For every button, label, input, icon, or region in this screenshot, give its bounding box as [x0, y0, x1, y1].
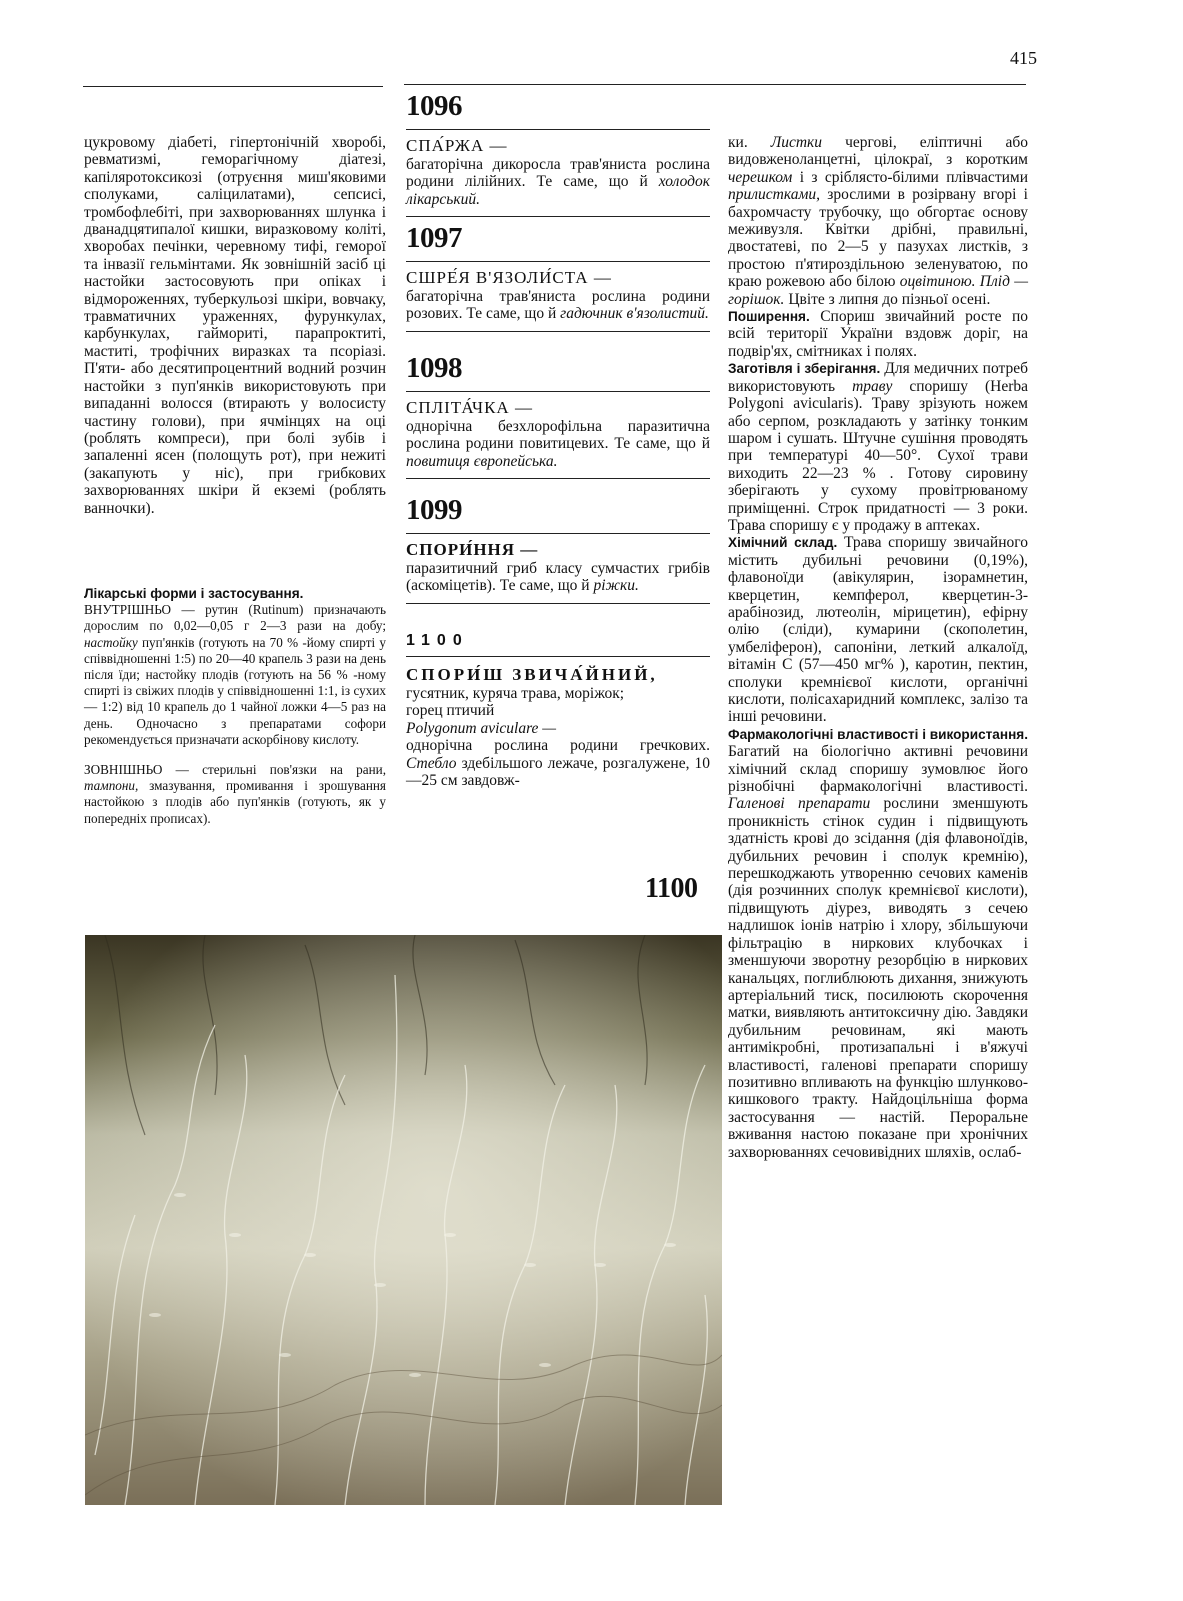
entry-1097 [406, 222, 710, 332]
divider [406, 656, 710, 657]
entry-number: 1100 [406, 632, 469, 649]
entry-title: СПОРИ́ННЯ — [406, 540, 539, 559]
section-heading: Заготівля і зберігання. [728, 361, 881, 377]
entry-title: СПА́РЖА — [406, 136, 508, 155]
entry-1096 [406, 90, 710, 217]
entry-number: 1097 [406, 222, 462, 254]
forms-heading: Лікарські форми і застосування. [84, 586, 304, 601]
plant-photo [85, 935, 722, 1505]
divider [406, 216, 710, 217]
entry-text: однорічна рослина родини гречкових. Стебло здебільшого лежаче, розгалужене, 10—25 см завдовж- [406, 737, 710, 790]
divider [406, 129, 710, 130]
internal-label: ВНУТРІШНЬО [84, 602, 172, 618]
divider [406, 533, 710, 534]
left-column-text [84, 134, 386, 517]
page-number: 415 [1010, 48, 1037, 68]
divider [406, 391, 710, 392]
section-heading: Хімічний склад. [728, 535, 838, 551]
section-heading: Поширення. [728, 309, 810, 325]
divider [406, 261, 710, 262]
divider [404, 84, 1026, 85]
entry-title: СПОРИ́Ш ЗВИЧА́ЙНИЙ, [406, 665, 658, 684]
entry-number: 1098 [406, 352, 462, 384]
section-heading: Фармакологічні властивості і використання. [728, 726, 1028, 742]
divider [406, 603, 710, 604]
right-column-text: ки. Листки чергові, еліптичні або видовженоланцетні, цілокраї, з коротким черешком і з сріблясто-білими плівчастими прилистками, зрослими в розірвану вгорі і бахромчасту трубочку, що обгортає основу меживузля. Квітки дрібні, правильні, двостатеві, по 2—5 у пазухах листків, з простою п'ятироздільною зеленуватою, по краю рожевою або білою оцвітиною. Плід — горішок. Цвіте з липня до пізньої осені. Поширення. Спориш звичайний росте по всій території України вздовж доріг, на подвір'ях, смітниках і полях. Заготівля і зберігання. Для медичних потреб використовують траву споришу (Herba Polygoni avicularis). Траву зрізують ножем або серпом, розкладають у затінку тонким шаром і сушать. Штучне сушіння проводять при температурі 40—50°. Сухої трави виходить 22—23 % . Готову сировину зберігають у сухому провітрюваному приміщенні. Строк придатності — 3 роки. Трава споришу є у продажу в аптеках. Хімічний склад. Трава споришу звичайного містить дубильні речовини (0,19%), флавоноїди (авікулярин, ізорамнетин, кверцетин, кемпферол, кверцетин-3-арабінозид, лютеолін, мірицетин), ефірну олію (сліди), кумарини (скополетин, умбеліферон), сапоніни, леткий алкалоїд, вітамін С (57—450 мг% ), каротин, пектин, сполуки кремнієвої кислоти, органічні кислоти, полісахаридний комплекс, залізо та інші речовини. Фармакологічні властивості і використання. Багатий на біологічно активні речовини хімічний склад споришу зумовлює його різнобічні фармакологічні властивості. Галенові препарати рослини зменшують проникність стінок судин і підвищують здатність крові до зсідання (дія флавоноїдів, дубильних речовин і сполук кремнію), перешкоджають утворенню сечових каменів (дія розчинних сполук кремнієвої кислоти), підвищують діурез, виводять з сечею надлишок іонів натрію і хлору, збільшуючи фільтрацію в ниркових клубочках і зменшуючи зворотну резорбцію в ниркових канальцях, поглиблюють дихання, знижують артеріальний тиск, посилюють скорочення матки, виявляють антитоксичну дію. Завдяки дубильним речовинам, які мають антимікробні, протизапальні і в'яжучі властивості, галенові препарати споришу позитивно впливають на функцію шлунково-кишкового тракту. Найдоцільніша форма застосування — настій. Пероральне вживання настою показане при хронічних захворюваннях сечовивідних шляхів, ослаб- [728, 134, 1028, 1161]
entry-text: паразитичний гриб класу сумчастих грибів (аскоміцетів). Те саме, що й ріжки. [406, 560, 710, 595]
divider [406, 331, 710, 332]
entry-1100 [406, 632, 710, 789]
entry-title: СШРЕ́Я В'ЯЗОЛИ́СТА — [406, 268, 612, 287]
photo-label: 1100 [645, 873, 698, 904]
entry-text: багаторічна трав'яниста рослина родини розових. Те саме, що й гадючник в'язолистий. [406, 288, 710, 323]
entry-title: СПЛІТА́ЧКА — [406, 398, 533, 417]
dosage-section: Лікарські форми і застосування. ВНУТРІШНЬО — рутин (Rutinum) призначають дорослим по 0,02—0,05 г 2—3 рази на добу; настойку пуп'янків (готують на 70 % -йому спирті у співвідношенні 1:5) по 20—40 крапель 3 рази на день після їди; настойку плодів (готують на 56 % -ному спирті із свіжих плодів у співвідношенні 1:1, із сухих— 1:2) від 10 крапель до 1 чайної ложки 4—5 раз на день. Одночасно з препаратами софори рекомендується призначати аскорбінову кислоту. ЗОВНІШНЬО — стерильні пов'язки на рани, тампони, змазування, промивання і зрошування настойкою з плодів або пуп'янків (готують, як у попередніх прописах). [84, 586, 386, 826]
entry-text: багаторічна дикоросла трав'яниста рослина родини лілійних. Те саме, що й холодок лікарський. [406, 156, 710, 208]
entry-number: 1096 [406, 90, 462, 122]
entry-1098 [406, 352, 710, 479]
external-label: ЗОВНІШНЬО [84, 762, 163, 778]
entry-synonyms: гусятник, куряча трава, моріжок; горец птичий Polygonum aviculare — [406, 685, 625, 737]
entry-number: 1099 [406, 494, 462, 526]
divider [83, 86, 383, 87]
divider [406, 478, 710, 479]
left-body: цукровому діабеті, гіпертонічній хворобі, ревматизмі, геморагічному діатезі, капіляротоксикозі (отруєння миш'яковими сполуками, саліцилатами), сепсисі, тромбофлебіті, при захворюваннях шлунка і дванадцятипалої кишки, виразковому коліті, хворобах печінки, черевному тифі, геморої та інвазії гельмінтами. Як зовнішній засіб ці настойки застосовують при опіках і відмороженнях, туберкульозі шкіри, вовчаку, травматичних ураженнях, фурункулах, карбункулах, гаймориті, парапроктиті, маститі, трофічних виразках та псоріазі. П'яти- або десятипроцентний водний розчин настойки з пуп'янків використовують при випаданні волосся (втирають у волосисту частину голови), при ячмінцях на оці (роблять компреси), при болі зубів і запаленні ясен (полощуть рот), при нежиті (закапують у ніс), при грибкових захворюваннях шкіри й екземі (роблять ванночки). [84, 134, 386, 517]
entry-text: однорічна безхлорофільна паразитична рослина родини повитицевих. Те саме, що й повитиця європейська. [406, 418, 710, 470]
entry-1099 [406, 494, 710, 604]
